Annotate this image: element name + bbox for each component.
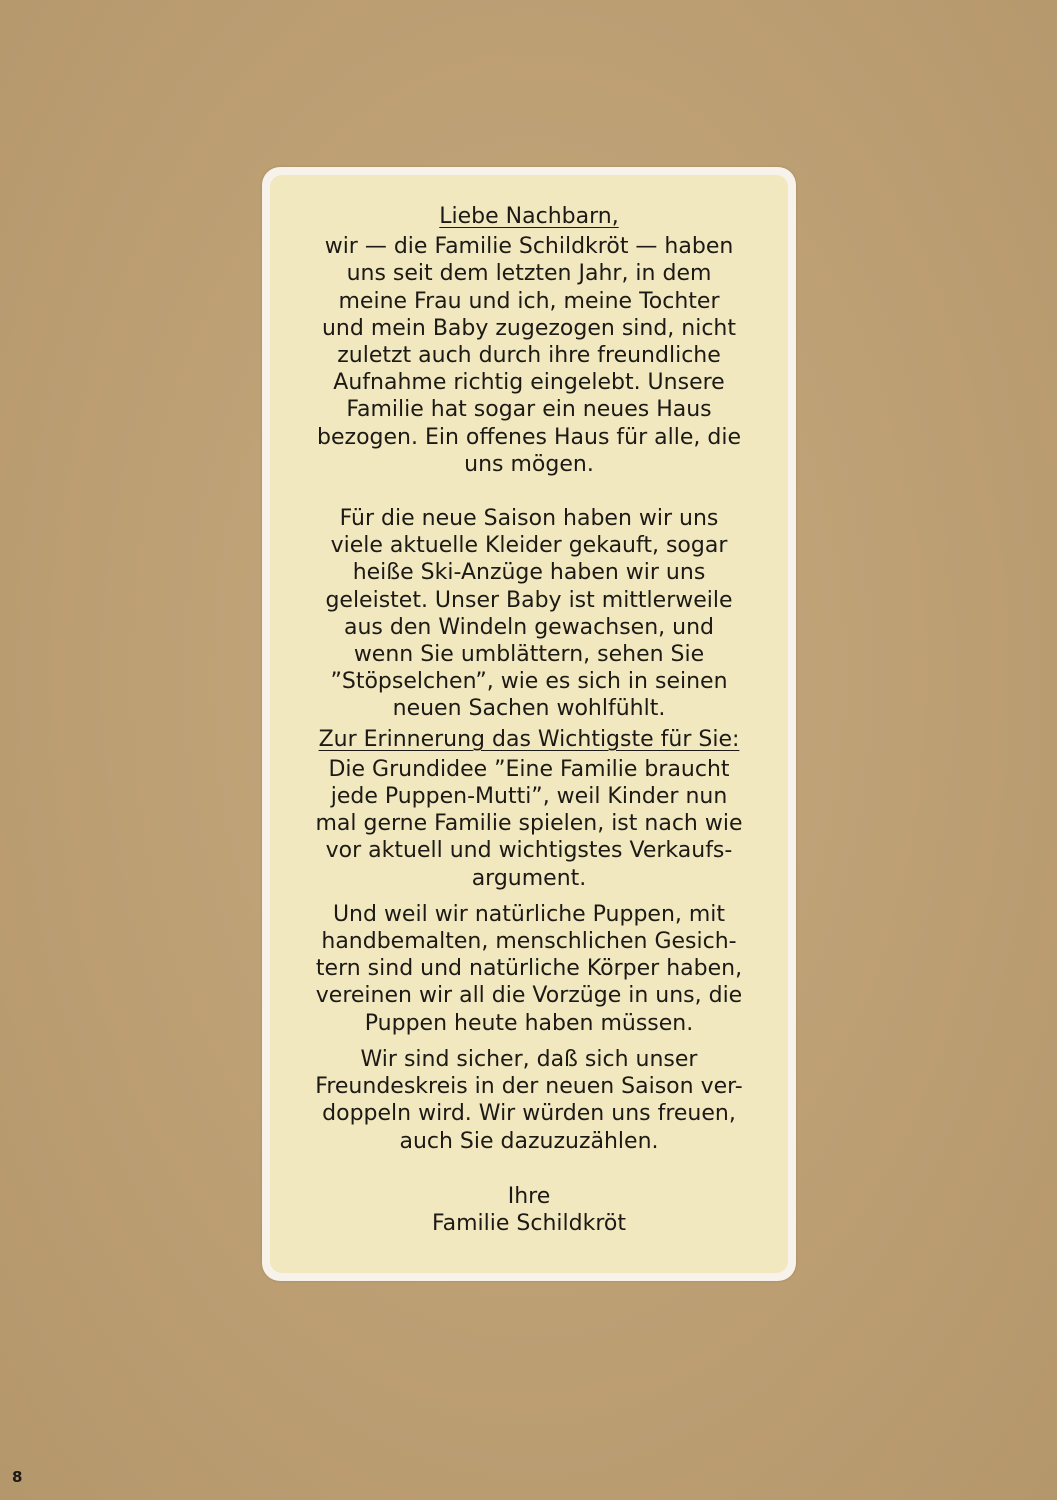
- paragraph-2-line: viele aktuelle Kleider gekauft, sogar: [330, 533, 728, 559]
- paragraph-2-line: wenn Sie umblättern, sehen Sie: [353, 642, 705, 668]
- paragraph-4-line: tern sind und natürliche Körper haben,: [315, 956, 743, 982]
- paragraph-1-line: meine Frau und ich, meine Tochter: [338, 288, 720, 314]
- greeting-heading: [276, 203, 782, 230]
- paragraph-5-line: Wir sind sicher, daß sich unser: [360, 1046, 698, 1072]
- paragraph-4-line: Puppen heute haben müssen.: [364, 1010, 694, 1036]
- paragraph-1-line: wir — die Familie Schildkröt — haben: [324, 234, 734, 260]
- paragraph-2-line: heiße Ski-Anzüge haben wir uns: [352, 560, 706, 586]
- paragraph-3-line: jede Puppen-Mutti”, weil Kinder nun: [330, 784, 728, 810]
- paragraph-1-line: zuletzt auch durch ihre freundliche: [337, 343, 721, 369]
- paragraph-5: [276, 1046, 782, 1155]
- paragraph-2-line: ”Stöpselchen”, wie es sich in seinen: [330, 669, 728, 695]
- paragraph-1: [276, 233, 782, 478]
- paragraph-3-line: argument.: [471, 865, 587, 891]
- paragraph-2-line: aus den Windeln gewachsen, und: [344, 614, 714, 640]
- signature: [276, 1183, 782, 1237]
- paragraph-1-line: und mein Baby zugezogen sind, nicht: [321, 315, 737, 341]
- paragraph-1-line: bezogen. Ein offenes Haus für alle, die: [317, 424, 741, 450]
- paragraph-2-line: neuen Sachen wohlfühlt.: [392, 696, 666, 722]
- paragraph-3-line: vor aktuell und wichtigstes Verkaufs-: [325, 838, 733, 864]
- paragraph-5-line: Freundeskreis in der neuen Saison ver-: [315, 1074, 743, 1100]
- signature-line: Ihre: [507, 1183, 551, 1209]
- paragraph-4-line: vereinen wir all die Vorzüge in uns, die: [315, 983, 743, 1009]
- paragraph-2-line: Für die neue Saison haben wir uns: [339, 506, 719, 532]
- letter-card-inner: [270, 175, 788, 1273]
- greeting-text: Liebe Nachbarn,: [439, 204, 619, 229]
- reminder-subheading-text: Zur Erinnerung das Wichtigste für Sie:: [318, 726, 740, 752]
- paragraph-4-line: handbemalten, menschlichen Gesich-: [321, 929, 737, 955]
- paragraph-4-line: Und weil wir natürliche Puppen, mit: [332, 901, 726, 927]
- letter-card: [262, 167, 796, 1281]
- reminder-subheading: [276, 726, 782, 753]
- paragraph-5-line: doppeln wird. Wir würden uns freuen,: [322, 1101, 736, 1127]
- paragraph-1-line: uns seit dem letzten Jahr, in dem: [346, 261, 712, 287]
- page-number: 8: [12, 1468, 23, 1486]
- paragraph-5-line: auch Sie dazuzuzählen.: [399, 1128, 659, 1154]
- paragraph-3-line: mal gerne Familie spielen, ist nach wie: [315, 811, 743, 837]
- paragraph-1-line: Familie hat sogar ein neues Haus: [346, 397, 712, 423]
- paragraph-1-line: Aufnahme richtig eingelebt. Unsere: [333, 370, 725, 396]
- paragraph-3-line: Die Grundidee ”Eine Familie braucht: [328, 756, 730, 782]
- paragraph-4: [276, 901, 782, 1037]
- paragraph-1-line: uns mögen.: [464, 451, 594, 477]
- signature-line: Familie Schildkröt: [432, 1210, 626, 1236]
- paragraph-2: [276, 505, 782, 723]
- paragraph-2-line: geleistet. Unser Baby ist mittlerweile: [325, 587, 733, 613]
- paragraph-3: [276, 756, 782, 892]
